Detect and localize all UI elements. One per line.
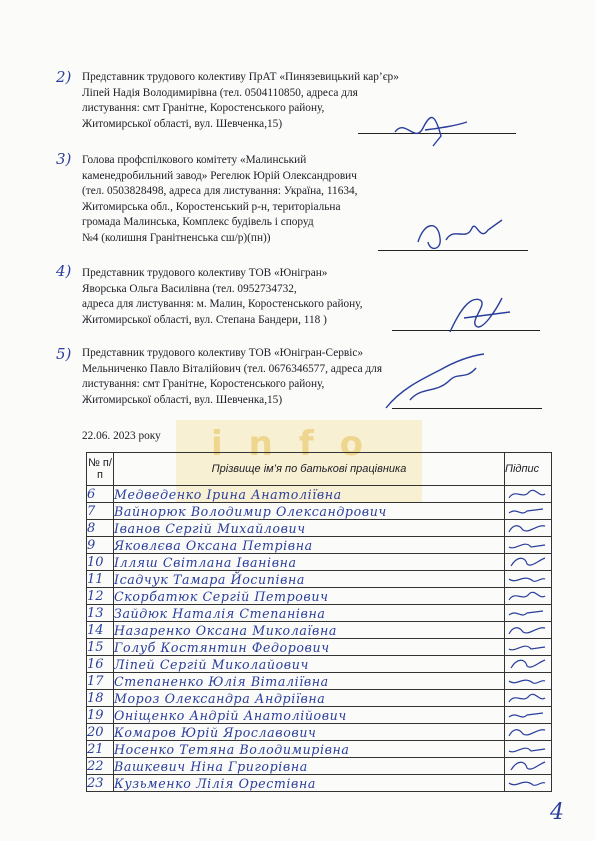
representative-line: (тел. 0503828498, адреса для листування: Україна, 11634,	[82, 185, 358, 197]
employee-name: Ілляш Світлана Іванівна	[114, 554, 505, 571]
signature-mark	[505, 656, 549, 672]
signature-cell	[505, 690, 552, 707]
row-number: 6	[87, 486, 114, 503]
signature-mark	[505, 486, 549, 502]
signature-mark	[440, 290, 520, 340]
table-row	[87, 758, 552, 775]
watermark-text: info	[210, 424, 389, 464]
row-number: 13	[87, 605, 114, 622]
signature-mark	[505, 588, 549, 604]
page-number: 4	[550, 800, 564, 825]
row-number: 11	[87, 571, 114, 588]
table-row	[87, 537, 552, 554]
table-row	[87, 520, 552, 537]
signature-cell	[505, 639, 552, 656]
row-number: 19	[87, 707, 114, 724]
signature-mark	[505, 605, 549, 621]
row-number: 12	[87, 588, 114, 605]
representative-line: Представник трудового колективу ПрАТ «Пинязевицький кар’єр»	[82, 71, 399, 83]
signature-cell	[505, 486, 552, 503]
employee-name: Вайнорюк Володимир Олександрович	[114, 503, 505, 520]
header-name: Прізвище ім’я по батькові працівника	[114, 453, 505, 486]
table-row	[87, 724, 552, 741]
signature-mark	[505, 503, 549, 519]
signature-cell	[505, 605, 552, 622]
item-marker: 4)	[56, 262, 72, 280]
representative-line: Представник трудового колективу ТОВ «Юнігран-Сервіс»	[82, 347, 363, 359]
representative-line: адреса для листування: м. Малин, Коростенського району,	[82, 298, 363, 310]
employee-name: Ліпей Сергій Миколайович	[114, 656, 505, 673]
row-number: 8	[87, 520, 114, 537]
representative-line: Представник трудового колективу ТОВ «Юнігран»	[82, 267, 328, 279]
document-date: 22.06. 2023 року	[82, 430, 161, 442]
employee-name: Медведенко Ірина Анатоліївна	[114, 486, 505, 503]
table-row	[87, 605, 552, 622]
representative-line: Житомирської області, вул. Степана Бандери, 118 )	[82, 313, 327, 326]
employee-name: Комаров Юрій Ярославович	[114, 724, 505, 741]
table-row	[87, 588, 552, 605]
employee-name: Ісадчук Тамара Йосипівна	[114, 571, 505, 588]
representative-line: Голова профспілкового комітету «Малинський	[82, 154, 307, 166]
item-marker: 2)	[56, 68, 72, 86]
row-number: 10	[87, 554, 114, 571]
signature-cell	[505, 503, 552, 520]
representative-line: громада Малинська, Комплекс будівель і споруд	[82, 216, 314, 228]
table-row	[87, 503, 552, 520]
table-row	[87, 673, 552, 690]
representative-line: Ліпей Надія Володимирівна (тел. 0504110850, адреса для	[82, 86, 358, 99]
signature-cell	[505, 588, 552, 605]
signature-cell	[505, 520, 552, 537]
representative-line: №4 (колишня Гранітненська сш/р)(пн))	[82, 231, 271, 244]
signature-mark	[505, 571, 549, 587]
employee-name: Носенко Тетяна Володимирівна	[114, 741, 505, 758]
row-number: 9	[87, 537, 114, 554]
representative-line: Житомирської області, вул. Шевченка,15)	[82, 117, 283, 130]
table-row	[87, 554, 552, 571]
signature-cell	[505, 673, 552, 690]
employee-name: Скорбатюк Сергій Петрович	[114, 588, 505, 605]
employee-name: Вашкевич Ніна Григорівна	[114, 758, 505, 775]
signature-mark	[505, 537, 549, 553]
table-row	[87, 707, 552, 724]
signature-mark	[505, 520, 549, 536]
header-signature: Підпис	[505, 453, 552, 486]
employee-name: Кузьменко Лілія Орестівна	[114, 775, 505, 792]
representative-block	[82, 266, 462, 328]
signature-mark	[505, 639, 549, 655]
row-number: 23	[87, 775, 114, 792]
table-row	[87, 775, 552, 792]
representative-line: листування: смт Гранітне, Коростенського району,	[82, 378, 325, 390]
table-row	[87, 690, 552, 707]
signature-mark	[505, 775, 549, 791]
employee-name: Голуб Костянтин Федорович	[114, 639, 505, 656]
representative-line: листування: смт Гранітне, Коростенського району,	[82, 102, 325, 114]
signature-cell	[505, 758, 552, 775]
signature-mark	[505, 741, 549, 757]
row-number: 18	[87, 690, 114, 707]
table-row	[87, 571, 552, 588]
signature-cell	[505, 554, 552, 571]
row-number: 14	[87, 622, 114, 639]
signature-cell	[505, 741, 552, 758]
signature-mark	[380, 350, 490, 414]
signature-cell	[505, 571, 552, 588]
representative-line: Житомирської області, вул. Шевченка,15)	[82, 393, 283, 406]
signature-mark	[505, 724, 549, 740]
row-number: 7	[87, 503, 114, 520]
table-row	[87, 622, 552, 639]
signature-cell	[505, 707, 552, 724]
signature-mark	[505, 690, 549, 706]
representative-line: Мельниченко Павло Віталійович (тел. 0676346577, адреса для	[82, 362, 383, 375]
representative-block	[82, 153, 462, 246]
row-number: 21	[87, 741, 114, 758]
employee-name: Назаренко Оксана Миколаївна	[114, 622, 505, 639]
row-number: 17	[87, 673, 114, 690]
signature-mark	[385, 110, 475, 150]
employee-name: Мороз Олександра Андріївна	[114, 690, 505, 707]
employee-name: Степаненко Юлія Віталіївна	[114, 673, 505, 690]
employee-signature-table	[86, 452, 552, 792]
signature-mark	[505, 622, 549, 638]
signature-cell	[505, 775, 552, 792]
row-number: 22	[87, 758, 114, 775]
header-number: № п/п	[87, 453, 114, 486]
signature-cell	[505, 537, 552, 554]
table-row	[87, 639, 552, 656]
row-number: 20	[87, 724, 114, 741]
table-row	[87, 741, 552, 758]
signature-cell	[505, 622, 552, 639]
employee-name: Зайдюк Наталія Степанівна	[114, 605, 505, 622]
table-row	[87, 486, 552, 503]
signature-mark	[505, 758, 549, 774]
signature-mark	[505, 554, 549, 570]
table-row	[87, 656, 552, 673]
signature-mark	[505, 707, 549, 723]
item-marker: 3)	[56, 150, 72, 168]
representative-line: Житомирська обл., Коростенський р-н, територіальна	[82, 200, 341, 213]
row-number: 16	[87, 656, 114, 673]
row-number: 15	[87, 639, 114, 656]
representative-line: каменедробильний завод» Регелюк Юрій Олександрович	[82, 169, 357, 182]
employee-name: Яковлєва Оксана Петрівна	[114, 537, 505, 554]
signature-mark	[505, 673, 549, 689]
representative-line: Яворська Ольга Василівна (тел. 0952734732,	[82, 282, 297, 295]
signature-cell	[505, 724, 552, 741]
employee-name: Іванов Сергій Михайлович	[114, 520, 505, 537]
table-header-row	[87, 453, 552, 486]
employee-name: Оніщенко Андрій Анатолійович	[114, 707, 505, 724]
signature-cell	[505, 656, 552, 673]
item-marker: 5)	[56, 345, 72, 363]
signature-mark	[410, 212, 510, 258]
